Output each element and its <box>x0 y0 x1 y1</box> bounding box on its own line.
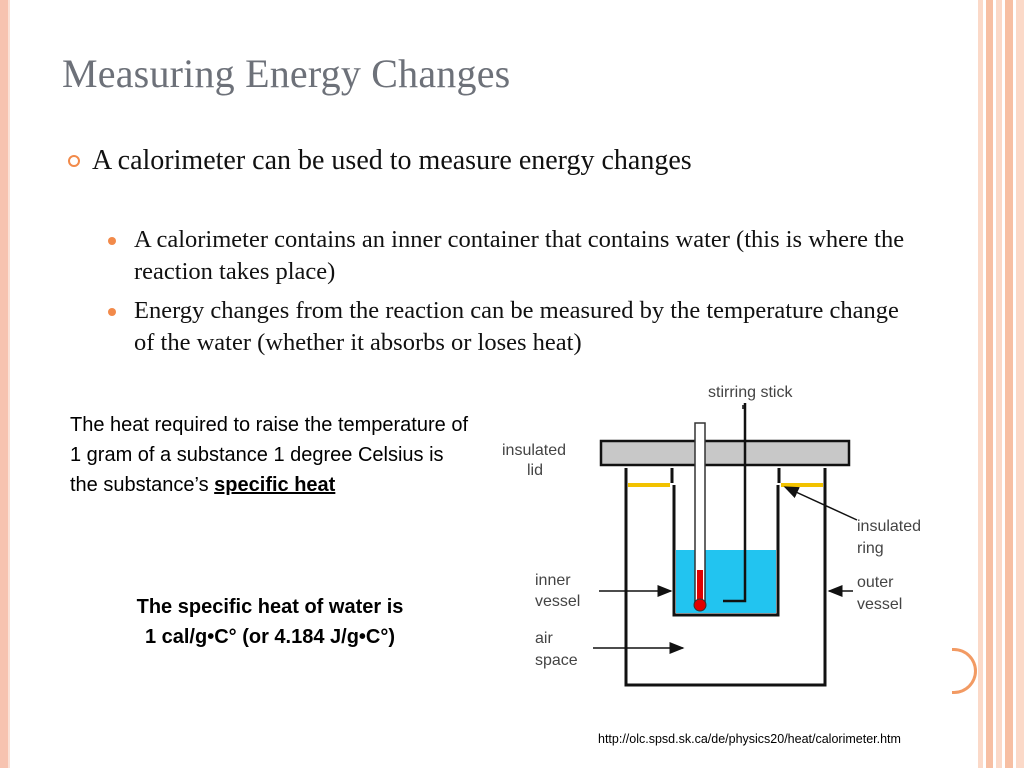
label-air-space: space <box>535 652 578 669</box>
hollow-bullet-icon <box>68 155 80 167</box>
specific-heat-definition <box>70 410 470 500</box>
right-border-stripe <box>1016 0 1024 768</box>
left-border-strip-inner <box>8 0 10 768</box>
dot-bullet-icon <box>108 308 116 316</box>
label-inner-vessel: inner <box>535 572 571 589</box>
source-url: http://olc.spsd.sk.ca/de/physics20/heat/calorimeter.htm <box>598 732 901 746</box>
label-insulated-ring: ring <box>857 540 884 557</box>
slide-title: Measuring Energy Changes <box>62 51 511 96</box>
water-note-line: The specific heat of water is <box>136 596 404 618</box>
thermometer-bulb <box>694 599 706 611</box>
dot-bullet-icon <box>108 237 116 245</box>
calorimeter-diagram <box>495 375 965 695</box>
label-stirring-stick: stirring stick <box>708 384 793 401</box>
main-bullet-text: A calorimeter can be used to measure energy changes <box>92 145 692 176</box>
label-outer-vessel: outer <box>857 574 894 591</box>
label-insulated-lid: insulated <box>502 442 567 459</box>
definition-text: The heat required to raise the temperature of 1 gram of a substance 1 degree Celsius is the substance’s <box>70 414 469 496</box>
right-border-stripe <box>996 0 1002 768</box>
thermometer-liquid <box>697 570 703 603</box>
label-air-space: air <box>535 630 553 647</box>
sub-bullet-text: Energy changes from the reaction can be measured by the temperature change of the water (whether it absorbs or loses heat) <box>134 297 899 356</box>
label-insulated-lid: lid <box>527 462 544 479</box>
right-border-stripe <box>978 0 983 768</box>
right-border-stripe <box>1005 0 1013 768</box>
insulated-lid-shape <box>601 441 849 465</box>
label-inner-vessel: vessel <box>535 593 581 610</box>
sub-bullet-text: A calorimeter contains an inner container that contains water (this is where the reaction takes place) <box>134 226 905 285</box>
label-insulated-ring: insulated <box>857 518 922 535</box>
right-border-stripe <box>986 0 993 768</box>
water-specific-heat-note <box>60 592 480 652</box>
left-border-strip <box>0 0 8 768</box>
specific-heat-term: specific heat <box>214 474 336 496</box>
arrow-insulated-ring <box>785 487 857 520</box>
water-shape <box>676 550 776 613</box>
label-outer-vessel: vessel <box>857 596 903 613</box>
water-note-line: 1 cal/g•C° (or 4.184 J/g•C°) <box>144 626 396 648</box>
